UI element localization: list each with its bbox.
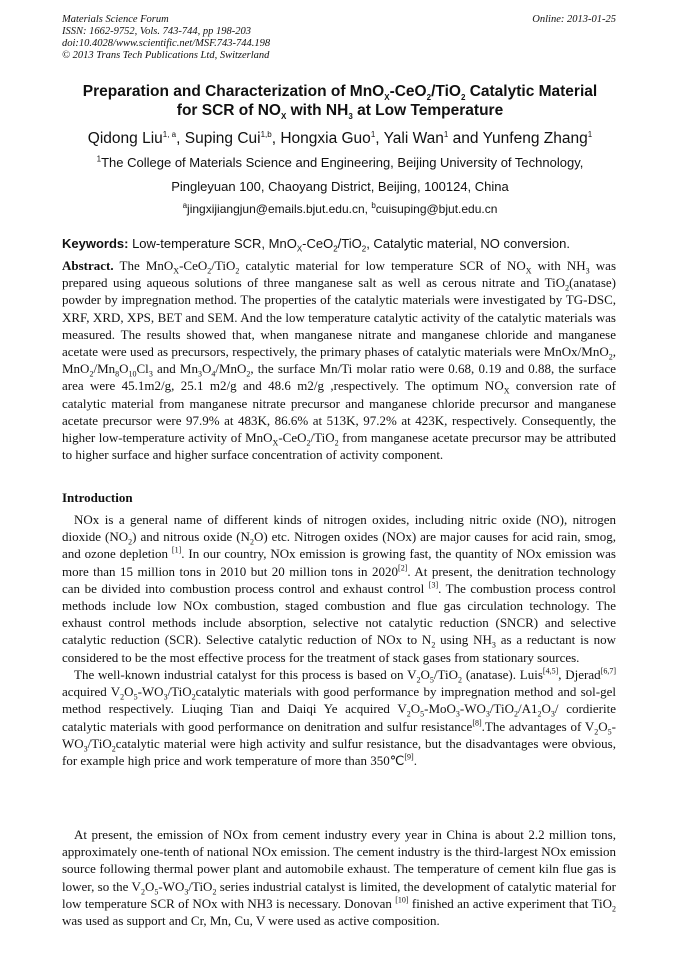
author: Yali Wan bbox=[383, 130, 444, 147]
online-date: Online: 2013-01-25 bbox=[532, 14, 616, 25]
issn: ISSN: 1662-9752, Vols. 743-744, pp 198-203 bbox=[62, 26, 251, 37]
journal-header bbox=[62, 14, 616, 62]
journal-name: Materials Science Forum bbox=[62, 14, 169, 25]
author: Qidong Liu bbox=[87, 130, 163, 147]
abstract: Abstract. The MnO$_X$-CeO$_2$/TiO$_2$ catalytic material for low temperature SCR of $NO_X$ with $NH_3$ was prepared using aqueous solutions of three manganese salt as well as cerous nitrate and TiO$_2$(anatase) powder by impregnation method. The properties of the catalytic materials were investigated by TG-DSC, XRF, XRD, XPS, BET and SEM. And the low temperature catalytic activity of the catalytic materials was measured. The results showed that, when manganese nitrate and manganese chloride and manganese acetate were used as precursors, respectively, the primary phases of catalytic materials were MnOx/MnO$_2$, $MnO_2/Mn_8O_{10}Cl_3$ and $Mn_3O_4/MnO_2$, the surface Mn/Ti molar ratio were 0.68, 0.19 and 0.88, the surface area were 45.1m2/g, 25.1 m2/g and 48.6 m2/g ,respectively. The optimum $NO_X$ conversion rate of catalytic material from manganese nitrate precursor and manganese chloride precursor and manganese acetate precursor were 97.9% at 483K, 86.6% at 513K, 97.2% at 423K, respectively. Consequently, the higher low-temperature activity of MnO$_X$-CeO$_2$/TiO$_2$ from manganese acetate precursor may be attributed to higher surface and higher surface concentration of activity component. bbox=[62, 258, 616, 463]
keywords-label: Keywords: bbox=[62, 236, 129, 251]
paper-title: Preparation and Characterization of MnO$_X$-CeO$_2$/TiO$_2$ Catalytic Material for SCR of $NO_X$ with $NH_3$ at Low Temperature bbox=[82, 83, 598, 122]
intro-paragraph-1: NOx is a general name of different kinds of nitrogen oxides, including nitric oxide (NO), nitrogen dioxide $(NO_2)$ and nitrous oxide $(N_2O)$ etc. Nitrogen oxides (NOx) are major causes for acid rain, smog, and ozone depletion [1]. In our country, NOx emission is growing fast, the quantity of NOx emission was more than 15 million tons in 2010 but 20 million tons in 2020[2]. At present, the denitration technology can be divided into combustion process control and exhaust control [3]. The combustion process control methods include low NOx combustion, staged combustion and flue gas circulation technology. The exhaust control methods include absorption, selective not catalytic reduction (SNCR) and selective catalytic reduction (SCR). Selective catalytic reduction of NOx to $N_2$ using $NH_3$ as a reductant is now considered to be the most effective process for the treatment of stack gases from stationary sources. bbox=[62, 512, 616, 665]
section-heading-introduction: Introduction bbox=[62, 490, 133, 505]
author: Hongxia Guo bbox=[280, 130, 371, 147]
author-emails: $^a$jingxijiangjun@emails.bjut.edu.cn, $^b$cuisuping@bjut.edu.cn bbox=[182, 201, 498, 216]
abstract-label: Abstract. bbox=[62, 258, 114, 273]
doi: doi:10.4028/www.scientific.net/MSF.743-744.198 bbox=[62, 38, 271, 49]
author: Yunfeng Zhang bbox=[482, 130, 588, 147]
keywords: Keywords: Low-temperature SCR, MnO$_X$-CeO$_2$/TiO$_2$, Catalytic material, NO conversion. bbox=[62, 236, 570, 254]
author: Suping Cui bbox=[184, 130, 261, 147]
affiliation-line2: Pingleyuan 100, Chaoyang District, Beijing, 100124, China bbox=[171, 179, 509, 194]
copyright: © 2013 Trans Tech Publications Ltd, Switzerland bbox=[62, 50, 270, 61]
affiliation-line1: $^1$The College of Materials Science and Engineering, Beijing University of Technology, bbox=[96, 154, 584, 170]
author-list: Qidong Liu$^{1, a}$, Suping Cui$^{1,b}$, Hongxia Guo$^1$, Yali Wan$^1$ and Yunfeng Zhang$^1$ bbox=[87, 129, 593, 147]
intro-paragraph-2: The well-known industrial catalyst for this process is based on $V_2O_5/TiO_2$ (anatase). Luis[4,5], Djerad[6,7] acquired $V_2O_5-WO_3/TiO_2catalytic$ materials with good performance by impregnation method and sol-gel method respectively. Liuqing Tian and Daiqi Ye acquired $V_2O_5-MoO_3-WO_3/TiO_2/A1_2O_3/$ cordierite catalytic materials with good performance on denitration and sulfur resistance[8].The advantages of $V_2O_5-WO_3/TiO_2catalytic$ material were high activity and sulfur resistance, but the disadvantages were obvious, for example high price and work temperature of more than 350℃[9]. bbox=[62, 666, 617, 769]
intro-paragraph-3: At present, the emission of NOx from cement industry every year in China is about 2.2 million tons, approximately one-tenth of national NOx emission. The cement industry is the third-largest NOx emission source following thermal power plant and automobile exhaust. The temperature of cement kiln flue gas is lower, so the $V_2O_5-WO_3/TiO_2$ series industrial catalyst is limited, the development of catalytic material for low temperature SCR of NOx with NH3 is necessary. Donovan [10] finished an active experiment that TiO$_2$ was used as support and Cr, Mn, Cu, V were used as active composition. bbox=[62, 827, 617, 929]
